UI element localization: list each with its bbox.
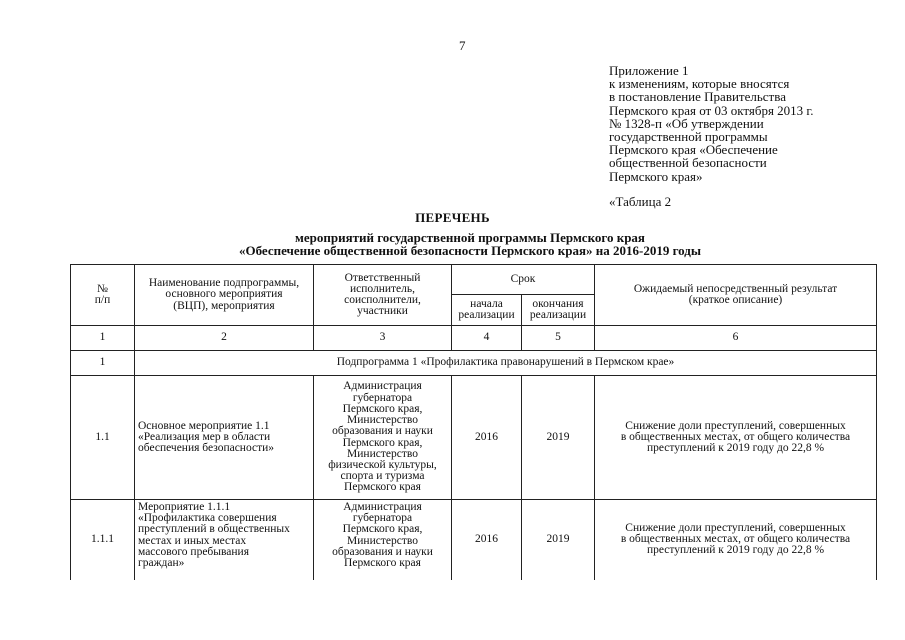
column-number: 4 xyxy=(452,326,522,351)
subprogram-num: 1 xyxy=(71,351,135,376)
row-result: Снижение доли преступлений, совершенных в общественных местах, от общего количества преступлений к 2019 году до 22,8 % xyxy=(595,500,877,580)
page-number: 7 xyxy=(459,38,466,53)
row-start: 2016 xyxy=(452,500,522,580)
row-end: 2019 xyxy=(522,500,595,580)
document-subtitle: мероприятий государственной программы Пермского края «Обеспечение общественной безопасности Пермского края» на 2016-2019 годы xyxy=(238,230,702,258)
row-name: Основное мероприятие 1.1 «Реализация мер в области обеспечения безопасности» xyxy=(135,376,314,500)
table-row xyxy=(71,500,877,580)
column-number: 5 xyxy=(522,326,595,351)
column-number-row xyxy=(71,326,877,351)
row-executor: Администрация губернатора Пермского края, Министерство образования и науки Пермского края, Министерство физической культуры, спорта и туризма Пермского края xyxy=(314,376,452,500)
header-name: Наименование подпрограммы, основного мероприятия (ВЦП), мероприятия xyxy=(135,265,314,326)
row-end: 2019 xyxy=(522,376,595,500)
header-start: начала реализации xyxy=(452,295,522,326)
measures-table xyxy=(70,264,877,580)
header-term: Срок xyxy=(452,265,595,295)
annex-note: Приложение 1 к изменениям, которые вносятся в постановление Правительства Пермского края от 03 октября 2013 г. № 1328-п «Об утверждении государственной программы Пермского края «Обеспечение общественной безопасности Пермского края» xyxy=(609,63,814,184)
column-number: 3 xyxy=(314,326,452,351)
header-row xyxy=(71,265,877,295)
row-name: Мероприятие 1.1.1 «Профилактика совершения преступлений в общественных местах и иных местах массового пребывания граждан» xyxy=(135,500,314,580)
column-number: 2 xyxy=(135,326,314,351)
header-result: Ожидаемый непосредственный результат (краткое описание) xyxy=(595,265,877,326)
table-reference: «Таблица 2 xyxy=(609,194,672,209)
header-num: № п/п xyxy=(71,265,135,326)
table-row xyxy=(71,376,877,500)
document-title: ПЕРЕЧЕНЬ xyxy=(415,210,490,225)
column-number: 6 xyxy=(595,326,877,351)
header-end: окончания реализации xyxy=(522,295,595,326)
row-result: Снижение доли преступлений, совершенных в общественных местах, от общего количества преступлений к 2019 году до 22,8 % xyxy=(595,376,877,500)
subprogram-title: Подпрограмма 1 «Профилактика правонарушений в Пермском крае» xyxy=(135,351,877,376)
row-num: 1.1.1 xyxy=(71,500,135,580)
column-number: 1 xyxy=(71,326,135,351)
header-executor: Ответственный исполнитель, соисполнители, участники xyxy=(314,265,452,326)
row-start: 2016 xyxy=(452,376,522,500)
subprogram-row xyxy=(71,351,877,376)
row-num: 1.1 xyxy=(71,376,135,500)
row-executor: Администрация губернатора Пермского края, Министерство образования и науки Пермского края xyxy=(314,500,452,580)
